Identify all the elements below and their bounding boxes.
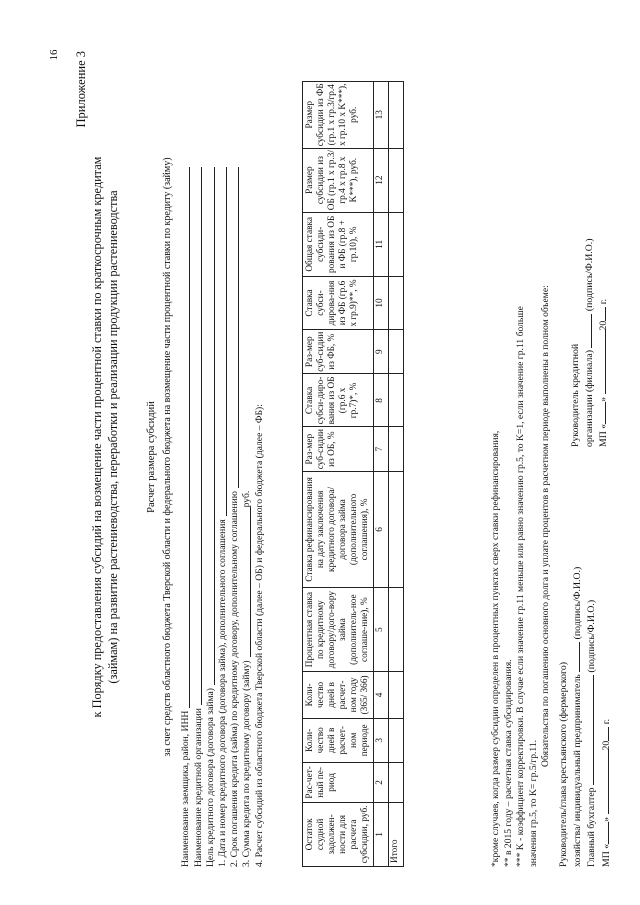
header-cell: Размер субсидии из ОБ (гр.1 х гр.3/гр.4 х гр.8 х K***), руб. (303, 148, 374, 212)
appendix-label: Приложение 3 (74, 51, 88, 128)
creditor-label: Наименование кредитной организации (192, 708, 204, 867)
borrower-field (180, 167, 192, 867)
column-number: 6 (373, 471, 388, 587)
borrower-blank[interactable] (189, 167, 190, 708)
document-heading (90, 47, 122, 827)
total-cell[interactable] (388, 148, 403, 212)
borrower-signature-hint: (подпись/Ф.И.О.) (572, 566, 584, 640)
item3-blank[interactable] (250, 507, 251, 657)
total-cell[interactable] (388, 276, 403, 329)
borrower-label: Наименование заемщика, район, ИНН (180, 710, 192, 867)
header-cell: Коли-чество дней в расчет-ном периоде (303, 718, 374, 762)
header-cell: Ставка субси-дирова-ния из ФБ (гр.6 х гр.9)**, % (303, 276, 374, 329)
creditor-blank[interactable] (201, 167, 202, 705)
header-cell: Общая ставка субсиди-рования из ОБ и ФБ (гр.8 + гр.10), % (303, 212, 374, 276)
total-cell[interactable] (388, 672, 403, 719)
header-cell: Размер субсидии из ФБ (гр.1 х гр.3/гр.4 х гр.10 х K***), руб. (303, 82, 374, 149)
column-number: 2 (373, 762, 388, 802)
header-cell: Ставка рефинансирования на дату заключения кредитного договора/договора займа (дополнительного соглашения), % (303, 471, 374, 587)
footnotes (490, 67, 553, 867)
item3-unit: руб. (241, 490, 253, 508)
borrower-head-label: Руководитель/глава крестьянского (фермерского) (558, 662, 569, 867)
accountant-label: Главный бухгалтер (586, 787, 598, 867)
obligations-statement: Обязательства по погашению основного долга и уплате процентов в расчетном периоде выполнены в полном объеме: (540, 285, 551, 767)
stamp-quote: » (600, 816, 612, 822)
page-number: 16 (48, 49, 60, 61)
creditor-date-day-line[interactable] (596, 402, 606, 424)
creditor-head-label-2: организации (филиала) (584, 350, 596, 447)
item1-blank[interactable] (226, 167, 227, 516)
header-cell: Коли-чество дней в расчет-ном году (365/ 366) (303, 672, 374, 719)
item1-label: 1. Дата и номер кредитного договора (договора займа), дополнительного соглашения (217, 519, 229, 867)
accountant-signature-line[interactable] (584, 675, 594, 785)
total-cell[interactable] (388, 718, 403, 762)
creditor-date-month-line[interactable] (596, 331, 606, 395)
creditor-date-year-line[interactable] (596, 307, 606, 321)
total-cell[interactable] (388, 588, 403, 672)
item2-blank[interactable] (238, 167, 239, 488)
creditor-signature-hint: (подпись/Ф.И.О.) (584, 238, 596, 312)
header-cell: Процентная ставка по кредитному договору/дого-вору займа (дополнитель-ное соглаше-ние), % (303, 588, 374, 672)
date-day-line[interactable] (599, 822, 609, 844)
borrower-head-label-2: хозяйства/ индивидуальный предприниматель (572, 674, 584, 867)
footnote-1: *кроме случаев, когда размер субсидии определен в процентных пунктах сверх ставки рефинансирования, (490, 430, 501, 867)
column-number: 8 (373, 374, 388, 427)
item2-field (229, 167, 241, 867)
heading-line-2: (займам) на развитие растениеводства, переработки и реализации продукции растениеводства (105, 190, 120, 684)
calc-subtitle: за счет средств областного бюджета Тверской области и федерального бюджета на возмещение части процентной ставки по кредиту (займу) (162, 157, 173, 757)
header-cell: Раз-мер суб-сидии из ФБ, % (303, 330, 374, 374)
creditor-signature-block (558, 238, 611, 447)
header-cell: Остаток ссудной задолжен-ности для расчета субсидии, руб. (303, 802, 374, 866)
creditor-field (192, 167, 204, 867)
creditor-stamp-quote: » (598, 396, 610, 402)
creditor-date-year-prefix: 20 (598, 320, 610, 331)
creditor-head-label: Руководитель кредитной (570, 343, 581, 447)
form-fields (180, 167, 265, 867)
column-number: 10 (373, 276, 388, 329)
column-number: 1 (373, 802, 388, 866)
creditor-signature-line[interactable] (582, 314, 592, 348)
total-cell[interactable] (388, 762, 403, 802)
total-row (388, 82, 403, 867)
header-cell: Раз-мер суб-сидии из ОБ, % (303, 427, 374, 471)
borrower-signature-block (558, 567, 613, 867)
heading-line-1: к Порядку предоставления субсидий на возмещение части процентной ставки по краткосрочным кредитам (90, 156, 104, 718)
total-cell[interactable] (388, 330, 403, 374)
calc-title: Расчет размера субсидий (146, 401, 157, 513)
purpose-blank[interactable] (214, 167, 215, 685)
total-cell[interactable] (388, 427, 403, 471)
total-label: Итого (388, 802, 403, 866)
stamp-label: МП « (600, 843, 612, 867)
subsidy-table (302, 81, 404, 867)
total-cell[interactable] (388, 212, 403, 276)
footnote-2: ** в 2015 году – расчетная ставка субсидирования. (502, 659, 514, 867)
item3-label: 3. Сумма кредита по кредитному договору (займу) (241, 660, 253, 867)
column-number-row (373, 82, 388, 867)
rotated-page (40, 47, 612, 867)
column-number: 7 (373, 427, 388, 471)
creditor-stamp-label: МП « (598, 423, 610, 447)
borrower-signature-line[interactable] (570, 642, 580, 672)
item4-label: 4. Расчет субсидий из областного бюджета Тверской области (далее – ОБ) и федерального бюджета (далее – ФБ): (253, 404, 265, 867)
purpose-field (204, 167, 216, 867)
column-number: 4 (373, 672, 388, 719)
total-cell[interactable] (388, 82, 403, 149)
total-cell[interactable] (388, 374, 403, 427)
date-year-line[interactable] (599, 727, 609, 741)
item4-line (253, 167, 265, 867)
accountant-signature-hint: (подпись/Ф.И.О.) (586, 599, 598, 673)
item3-field (241, 167, 253, 867)
column-number: 13 (373, 82, 388, 149)
item2-label: 2. Срок погашения кредита (займа) по кредитному договору, дополнительному соглашению (229, 491, 241, 867)
column-number: 5 (373, 588, 388, 672)
footnote-4: значения гр.5, то K= гр.5/гр.11. (527, 739, 539, 867)
date-month-line[interactable] (599, 751, 609, 815)
header-cell: Рас-чет-ный пе-риод (303, 762, 374, 802)
creditor-date-year-suffix: г. (598, 298, 610, 305)
total-cell[interactable] (388, 471, 403, 587)
header-cell: Ставка субси-диро-вания из ОБ (гр.6 х гр.7)*, % (303, 374, 374, 427)
column-number: 11 (373, 212, 388, 276)
column-number: 9 (373, 330, 388, 374)
table-header-row (303, 82, 374, 867)
footnote-3: *** K - коэффициент корректировки. В случае если значение гр.11 меньше или равно значению гр.5, то K=1, если значение гр.11 больше (515, 306, 526, 867)
column-number: 3 (373, 718, 388, 762)
date-year-prefix: 20 (600, 740, 612, 751)
purpose-label: Цель кредитного договора (договора займа) (204, 688, 216, 867)
column-number: 12 (373, 148, 388, 212)
item1-field (217, 167, 229, 867)
date-year-suffix: г. (600, 718, 612, 725)
